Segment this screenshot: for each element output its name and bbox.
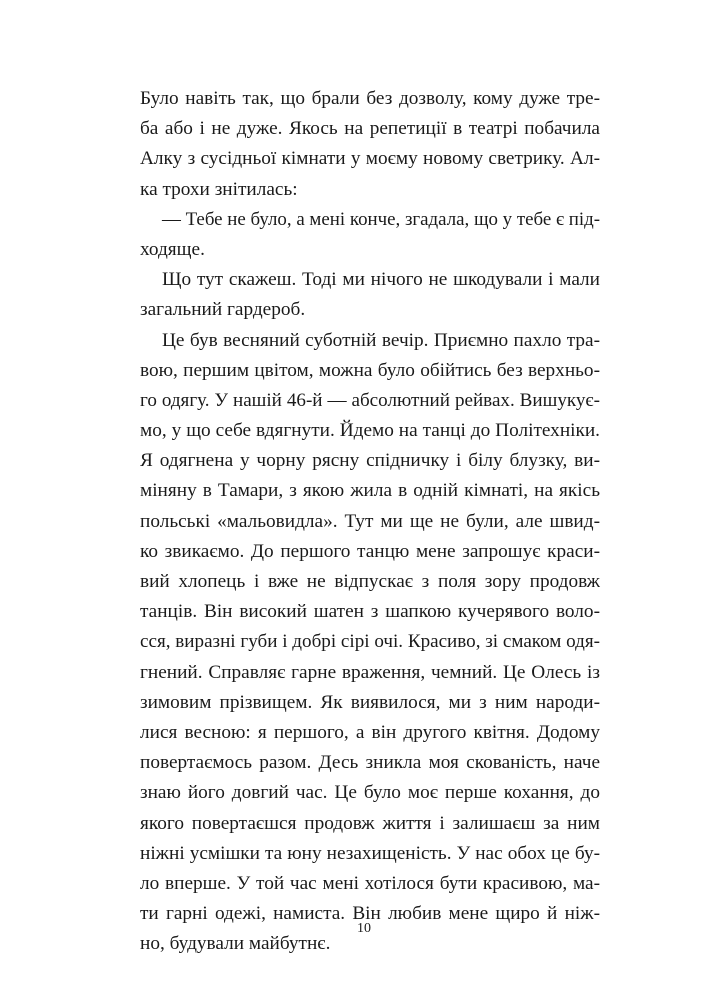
text-line: ходяще. (140, 238, 205, 260)
text-line: лися весною: я першого, а він другого квітня. Додому (140, 721, 600, 743)
text-line: знаю його довгий час. Це було моє перше кохання, до (140, 782, 600, 804)
text-line: гнений. Справляє гарне враження, чемний. Це Олесь із (140, 661, 600, 683)
text-line: Я одягнена у чорну рясну спідничку і білу блузку, ви- (140, 450, 600, 472)
text-line: мо, у що себе вдягнути. Йдемо на танці до Політехніки. (140, 420, 600, 442)
text-line: ба або і не дуже. Якось на репетиції в театрі побачила (140, 118, 600, 140)
text-line: танців. Він високий шатен з шапкою кучерявого воло- (140, 601, 600, 623)
text-line: ко звикаємо. До першого танцю мене запрошує краси- (140, 540, 600, 562)
body-text (140, 84, 600, 959)
text-line: загальний гардероб. (140, 299, 306, 321)
text-line: Алку з сусідньої кімнати у моєму новому светрику. Ал- (140, 148, 600, 170)
text-line: ніжні усмішки та юну незахищеність. У нас обох це бу- (140, 842, 600, 864)
text-line: ти гарні одежі, намиста. Він любив мене щиро й ніж- (140, 903, 600, 925)
text-line: зимовим прізвищем. Як виявилося, ми з ним народи- (140, 691, 600, 713)
text-line: повертаємось разом. Десь зникла моя скованість, наче (140, 752, 600, 774)
text-line: міняну в Тамари, з якою жила в одній кімнаті, на якісь (140, 480, 600, 502)
text-line: — Тебе не було, а мені конче, згадала, що у тебе є під- (162, 208, 601, 230)
text-line: ка трохи знітилась: (140, 178, 298, 200)
text-line: го одягу. У нашій 46-й — абсолютний рейвах. Вишукує- (140, 389, 600, 411)
text-line: вою, першим цвітом, можна було обійтись без верхньо- (140, 359, 600, 381)
text-line: Це був весняний суботній вечір. Приємно пахло тра- (162, 329, 600, 351)
text-line: но, будували майбутнє. (140, 933, 331, 955)
text-line: Що тут скажеш. Тоді ми нічого не шкодували і мали (162, 269, 600, 291)
text-line: якого повертаєшся продовж життя і залишаєш за ним (140, 812, 600, 834)
text-line: польські «мальовидла». Тут ми ще не були, але швид- (140, 510, 600, 532)
text-line: сся, виразні губи і добрі сірі очі. Красиво, зі смаком одя- (140, 631, 600, 653)
text-line: вий хлопець і вже не відпускає з поля зору продовж (140, 571, 600, 592)
text-line: ло вперше. У той час мені хотілося бути красивою, ма- (140, 872, 600, 894)
text-line: Було навіть так, що брали без дозволу, кому дуже тре- (140, 88, 600, 109)
page-number: 10 (357, 921, 371, 936)
